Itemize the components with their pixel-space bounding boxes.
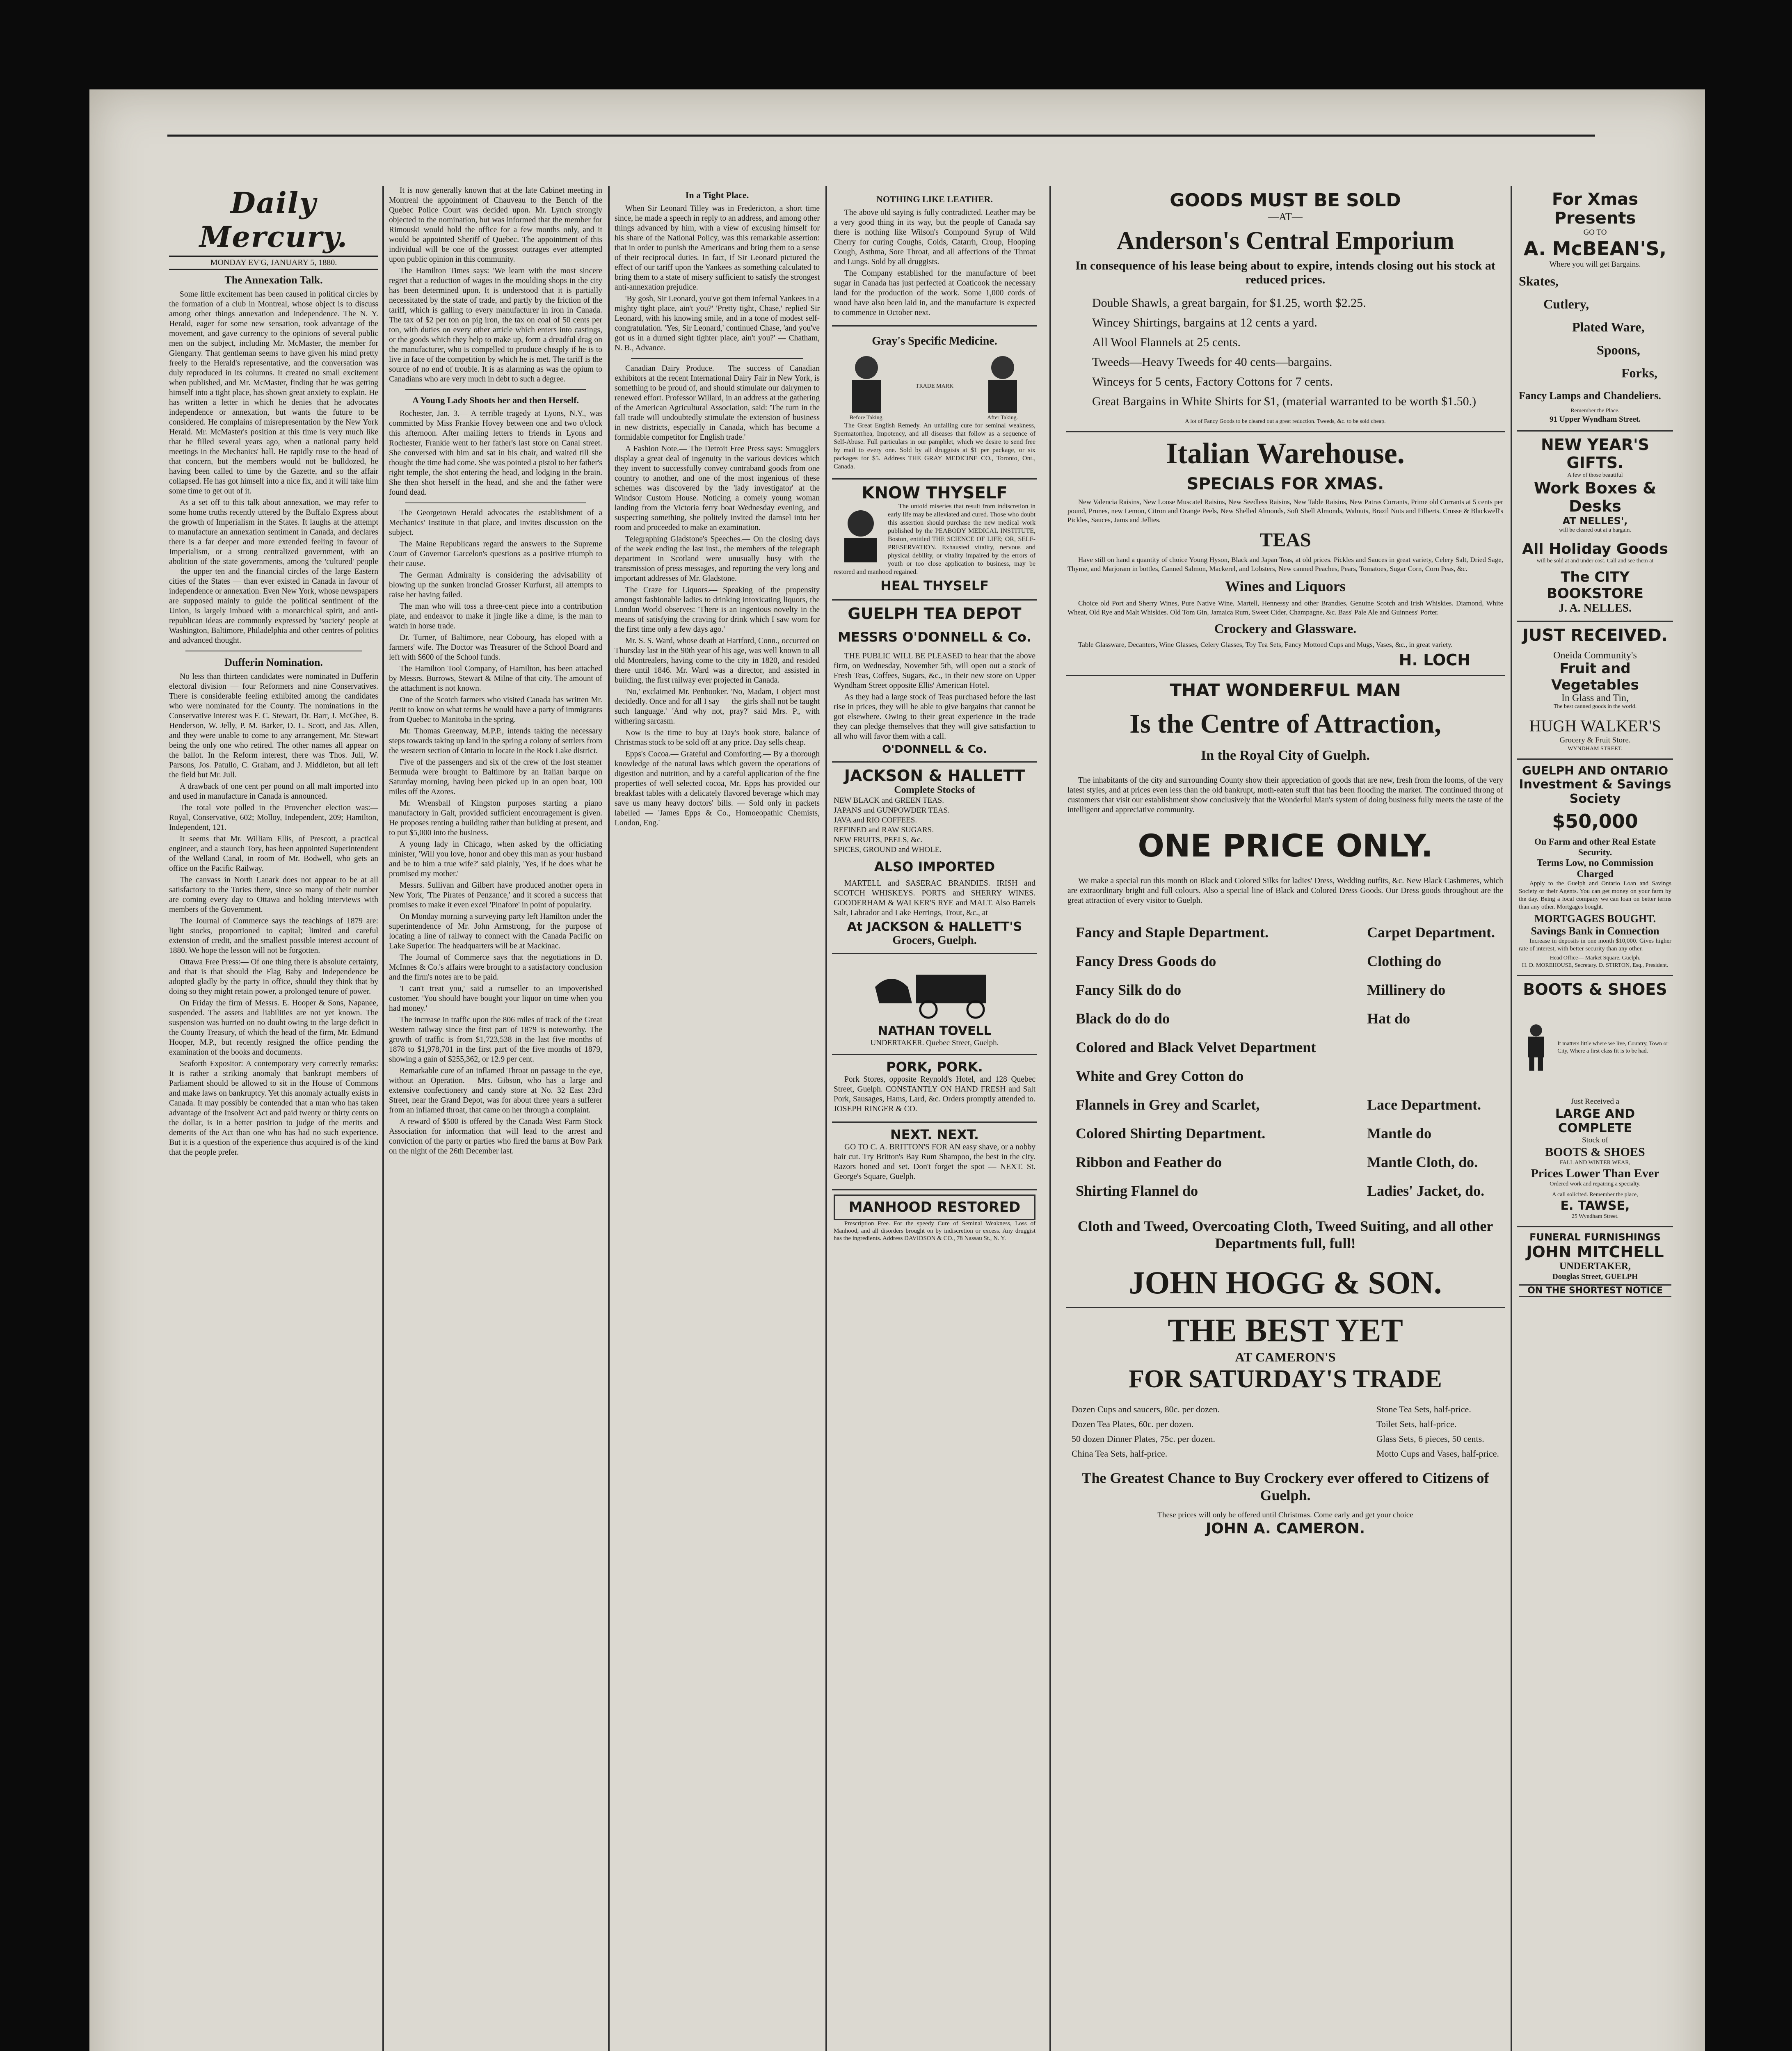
article-paragraph: Rochester, Jan. 3.— A terrible tragedy at Lyons, N.Y., was committed by Miss Frankie Hovey between one and two o'clock this afternoon. After mailing letters to friends in Lyons and Rochester, Frankie went to her father's last store on Canal street. She conversed with him and sat in his chair, and waited till she thought the time had come. She was pointed a pistol to her father's right temple, the shot entering the head, and lodging in the brain. She then shot herself in the head, and she and the father were found dead. — [389, 409, 602, 497]
article-paragraph: A drawback of one cent per pound on all malt imported into and used in manufacture in Canada is announced. — [169, 782, 378, 801]
article-paragraph: The Journal of Commerce says that the negotiations in D. McInnes & Co.'s affairs were brought to a satisfactory conclusion and the firm's notes are to be paid. — [389, 953, 602, 982]
ad-subtitle: Complete Stocks of — [894, 785, 975, 795]
ad-foot: A lot of Fancy Goods to be cleared out a great reduction. Tweeds, &c. to be sold cheap. — [1185, 418, 1386, 425]
article-paragraph: A reward of $500 is offered by the Canada West Farm Stock Association for information that will lead to the arrest and conviction of the party or parties who fired the barns at Bow Park on the night of the 26th December last. — [389, 1117, 602, 1156]
column-2 — [389, 186, 602, 2051]
masthead-title: Daily Mercury. — [199, 186, 348, 254]
ad-address: WYNDHAM STREET. — [1568, 746, 1623, 752]
price-left — [1072, 1402, 1220, 1461]
product-item: NEW BLACK and GREEN TEAS. — [834, 796, 944, 805]
ad-at: At JACKSON & HALLETT'S — [847, 920, 1022, 934]
ad-body: The Great English Remedy. An unfailing cure for seminal weakness, Spermatorrhea, Impotency, and all diseases that follow as a sequence of Self-Abuse. Full particulars in our pamphlet, which we desire to send free by mail to every one. Sold by all druggists at $1 per package, or six packages for $5. Address THE GRAY MEDICINE CO., Toronto, Ont., Canada. — [834, 422, 1035, 470]
ad-text: The best canned goods in the world. — [1553, 703, 1637, 710]
department-foot: Cloth and Tweed, Overcoating Cloth, Tweed Suiting, and all other Departments full, full! — [1077, 1218, 1493, 1252]
ad-text: Ordered work and repairing a specialty. — [1550, 1181, 1641, 1187]
ad-title: MANHOOD RESTORED — [834, 1195, 1035, 1220]
product-item: REFINED and RAW SUGARS. — [834, 826, 934, 834]
article-paragraph: On Monday morning a surveying party left Hamilton under the superintendence of Mr. John Armstrong, for the purpose of locating a line of railway to connect with the Canada Pacific on Lake Superior. The headquarters will be at Mackinac. — [389, 912, 602, 950]
article-headline: Dufferin Nomination. — [224, 656, 323, 668]
ad-subtitle: In the Royal City of Guelph. — [1201, 748, 1370, 763]
store-name: A. McBEAN'S, — [1523, 238, 1667, 260]
wines-title: Wines and Liquors — [1225, 578, 1346, 594]
list-item: Plated Ware, — [1572, 320, 1645, 334]
ad-body: As they had a large stock of Teas purchased before the last rise in prices, they will be able to give bargains that cannot be got elsewhere. Owing to their great experience in the trade they can pledge themselves that they will give satisfaction to all who will favor them with a call. — [834, 693, 1035, 741]
ad-headline: The Greatest Chance to Buy Crockery ever offered to Citizens of Guelph. — [1081, 1470, 1489, 1503]
ad-headline: Work Boxes & Desks — [1534, 479, 1657, 515]
ad-guelph-tea-depot — [832, 601, 1037, 763]
ad-savings-society — [1517, 760, 1673, 976]
department-item: Millinery do — [1367, 982, 1446, 998]
article-paragraph: Ottawa Free Press:— Of one thing there is absolute certainty, and that is that should the Flag Baby and Independence be adopted gladly by the party in office, should they think that by doing so they might retain power, a prolonged tenure of power. — [169, 958, 378, 996]
ad-title: For Xmas Presents — [1552, 190, 1639, 228]
price-item: 50 dozen Dinner Plates, 75c. per dozen. — [1072, 1434, 1216, 1444]
ad-office: Head Office— Market Square, Guelph. — [1550, 955, 1641, 961]
divider — [405, 502, 586, 503]
article-paragraph: Messrs. Sullivan and Gilbert have produced another opera in New York, 'The Pirates of Penzance,' and it scored a success that promises to make it even excel 'Pinafore' in point of popularity. — [389, 881, 602, 909]
article-paragraph: Seaforth Expositor: A contemporary very correctly remarks: It is rather a striking anomaly that bankrupt members of Parliament should be allowed to sit in the House of Commons and make laws on bankruptcy. Yet this anomaly actually exists in Canada. It may possibly be contended that a man who has taken advantage of the Insolvent Act and paid twenty or thirty cents on the dollar, is in a better position to judge of the merits and demerits of the Act than one who has had no such experience. But it is a question of the experience thus acquired is of the kind that the people prefer. — [169, 1060, 378, 1157]
department-item: Carpet Department. — [1367, 924, 1495, 941]
article-paragraph: When Sir Leonard Tilley was in Fredericton, a short time since, he made a speech in reply to an address, and among other things advanced by him, with a view of excusing himself for his share of the National Policy, was this remarkable assertion: that in order to punish the Americans and bring them to a sense of their reciprocal duties. In fact, if Sir Leonard pictured the effect of our tariff upon the Yankees as something calculated to bring them to a state of misery sufficient to satisfy the strongest anti-annexation prejudice. — [615, 204, 820, 292]
article-paragraph: Mr. Thomas Greenway, M.P.P., intends taking the necessary steps towards taking up land in the spring a colony of settlers from the western section of Ontario to locate in the Rock Lake district. — [389, 727, 602, 755]
column-4 — [832, 186, 1037, 2051]
bargain-item: All Wool Flannels at 25 cents. — [1092, 336, 1241, 349]
divider — [405, 389, 586, 390]
ad-text: Terms Low, no Commission Charged — [1536, 858, 1654, 879]
department-item: Clothing do — [1367, 953, 1442, 969]
price-item: Motto Cups and Vases, half-price. — [1376, 1448, 1499, 1459]
article-paragraph: 'I can't treat you,' said a rumseller to an impoverished customer. 'You should have bought your liquor on time when you had money.' — [389, 984, 602, 1013]
ad-wonderful-man — [1066, 676, 1505, 1308]
teas-title: TEAS — [1259, 529, 1311, 551]
ad-title: GUELPH TEA DEPOT — [848, 605, 1022, 623]
ad-mitchell — [1517, 1227, 1673, 1303]
ad-grays-medicine — [832, 327, 1037, 480]
department-item: Fancy Silk do do — [1076, 982, 1182, 998]
ad-foot: These prices will only be offered until Christmas. Come early and get your choice — [1157, 1511, 1413, 1519]
ad-body: Table Glassware, Decanters, Wine Glasses, Celery Glasses, Toy Tea Sets, Fancy Mottoed Cups and Mugs, Vases, &c., in great variety. — [1078, 641, 1453, 649]
department-table — [1076, 918, 1495, 1205]
ad-nothing-like-leather — [832, 186, 1037, 327]
list-item: Forks, — [1621, 365, 1657, 380]
column-3 — [615, 186, 820, 2051]
ad-body: We make a special run this month on Black and Colored Silks for ladies' Dress, Wedding outfits, &c. New Black Cashmeres, which are extraordinary bright and full colours. Also a special line of Black and Colored Dress Goods. Our Dress goods throughout are the great attraction of every visitor to Guelph. — [1067, 877, 1503, 905]
undertaker-name: NATHAN TOVELL — [878, 1024, 992, 1038]
price-item: Toilet Sets, half-price. — [1376, 1419, 1457, 1429]
article-paragraph: Five of the passengers and six of the crew of the lost steamer Bermuda were brought to Baltimore by an Italian barque on Saturday morning, having been picked up in an open boat, 100 miles off the Azores. — [389, 758, 602, 796]
store-name: The CITY BOOKSTORE — [1546, 569, 1644, 602]
ad-body: The untold miseries that result from indiscretion in early life may be alleviated and cured. Those who doubt this assertion should purchase the new medical work published by the PEABODY MEDICAL INSTITUTE, Boston, entitled THE SCIENCE OF LIFE; OR, SELF-PRESERVATION. Exhausted vitality, nervous and physical debility, or vitality impaired by the errors of youth or too close application to business, may be restored and manhood regained. — [834, 503, 1035, 576]
column-rule — [1049, 186, 1051, 2051]
bargain-item: Great Bargains in White Shirts for $1, (material warranted to be worth $1.50.) — [1092, 395, 1477, 408]
ad-title: FUNERAL FURNISHINGS — [1529, 1231, 1661, 1243]
after-label: After Taking. — [987, 415, 1018, 421]
department-item: Black do do do — [1076, 1010, 1170, 1027]
trade-mark-label: TRADE MARK — [915, 383, 954, 389]
ad-italian-warehouse — [1066, 432, 1505, 676]
ad-title: NEW YEAR'S GIFTS. — [1541, 436, 1650, 472]
ad-title: THAT WONDERFUL MAN — [1170, 680, 1401, 700]
department-item: Shirting Flannel do — [1076, 1183, 1198, 1199]
department-item: Mantle Cloth, do. — [1367, 1154, 1478, 1170]
divider — [631, 358, 803, 359]
ad-sub: Grocery & Fruit Store. — [1559, 736, 1631, 745]
also-imported: ALSO IMPORTED — [874, 859, 995, 875]
department-item: Colored and Black Velvet Department — [1076, 1039, 1316, 1055]
ad-body: New Valencia Raisins, New Loose Muscatel Raisins, New Seedless Raisins, New Table Raisins, New Patras Currants, Prime old Currants at 5 cents per pound, Prunes, new Lemon, Citron and Orange Peels, New Shelled Almonds, Soft Shell Almonds, Walnuts, Brazil Nuts and Filberts. Crosse & Blackwell's Pickles, Sauces, Jams and Jellies. — [1067, 498, 1503, 524]
article-paragraph: The Journal of Commerce says the teachings of 1879 are: light stocks, proportioned to capital; limited and careful extension of credit, and the smallest possible interest account of 1880. We hope the lesson will not be forgotten. — [169, 917, 378, 955]
undertaker-sub: UNDERTAKER. Quebec Street, Guelph. — [870, 1039, 999, 1047]
article-paragraph: The total vote polled in the Provencher election was:— Royal, Conservative, 602; Molloy, Independent, 209; Hamilton, Independent, 121. — [169, 804, 378, 832]
ad-body: THE PUBLIC WILL BE PLEASED to hear that the above firm, on Wednesday, November 5th, will open out a stock of Fresh Teas, Coffees, Sugars, &c., in their new store on Upper Wyndham Street opposite Ellis' American Hotel. — [834, 652, 1035, 690]
ad-body: Apply to the Guelph and Ontario Loan and Savings Society or their Agents. You can get money on your farm by the day. Being a local company we can loan on better terms than any other. Mortgages bought. — [1519, 880, 1671, 910]
article-headline: A Young Lady Shoots her and then Herself. — [412, 395, 579, 405]
ad-title: Gray's Specific Medicine. — [872, 335, 997, 347]
article-paragraph: Mr. S. S. Ward, whose death at Hartford, Conn., occurred on Thursday last in the 90th year of his age, was well known to all old Montrealers, having come to the city in 1820, and resided there until 1846. Mr. Ward was a director, and assisted in building, the first railway ever projected in Canada. — [615, 637, 820, 685]
article-paragraph: One of the Scotch farmers who visited Canada has written Mr. Pettit to know on what terms he would have a party of immigrants from Quebec to Manitoba in the spring. — [389, 696, 602, 724]
article-paragraph: The Craze for Liquors.— Speaking of the propensity amongst fashionable ladies to drinking intoxicating liquors, the London World observes: 'There is an ingenious novelty in the means of satisfying the craving for drink which I saw worn for the first time only a few days ago.' — [615, 586, 820, 634]
ad-body: Increase in deposits in one month $10,000. Gives higher rate of interest, with better security than any other. — [1519, 938, 1671, 952]
ad-title: NOTHING LIKE LEATHER. — [876, 194, 993, 204]
article-paragraph: Dr. Turner, of Baltimore, near Cobourg, has eloped with a farmers' wife. The Doctor was Treasurer of the School Board and left with $600 of the School funds. — [389, 633, 602, 662]
ad-headline: Prices Lower Than Ever — [1531, 1167, 1659, 1180]
ad-grocers: Grocers, Guelph. — [892, 934, 977, 947]
ad-next — [832, 1123, 1037, 1190]
article-paragraph: Canadian Dairy Produce.— The success of Canadian exhibitors at the recent International Dairy Fair in New York, is something to be proud of, and should stimulate our dairymen to renewed effort. Professor Willard, in an address at the gathering of the American Agricultural Association, said: 'The turn in the fall trade will undoubtedly stimulate the extension of business in new districts, especially in Canada, which has become a formidable competitor for English trade.' — [615, 364, 820, 442]
column-rule — [382, 186, 384, 2051]
ad-subtitle: Investment & Savings Society — [1519, 777, 1671, 806]
bargain-list — [1092, 293, 1479, 411]
price-item: Stone Tea Sets, half-price. — [1376, 1404, 1471, 1414]
undertaker-role: UNDERTAKER, — [1559, 1261, 1631, 1272]
ad-cameron — [1066, 1308, 1505, 1543]
ad-quote: It matters little where we live, Country, Town or City, Where a first class fit is to be had. — [1557, 1041, 1669, 1054]
ad-subtitle: In consequence of his lease being about to expire, intends closing out his stock at reduced prices. — [1075, 259, 1495, 286]
price-right — [1376, 1402, 1499, 1461]
ad-address: 25 Wyndham Street. — [1571, 1213, 1619, 1220]
ad-title: THE BEST YET — [1168, 1313, 1403, 1349]
price-item: Dozen Tea Plates, 60c. per dozen. — [1072, 1419, 1194, 1429]
dateline: MONDAY EV'G, JANUARY 5, 1880. — [169, 256, 378, 270]
department-item: Fancy and Staple Department. — [1076, 924, 1269, 941]
ad-text: Savings Bank in Connection — [1531, 925, 1659, 937]
ad-body: The inhabitants of the city and surrounding County show their appreciation of goods that are new, fresh from the looms, of the very latest styles, and at prices even less than the old bankrupt, moth-eaten stuff that has been flooding the market. The continued throng of customers that visit our establishment show conclusively that the Wonderful Man's system of doing business fully meets the taste of the intelligent and appreciative community. — [1067, 776, 1503, 814]
crockery-title: Crockery and Glassware. — [1214, 621, 1357, 636]
article-paragraph: Telegraphing Gladstone's Speeches.— On the closing days of the week ending the last inst., the members of the telegraph department in Scotland were unusually busy with the transmission of press messages, and reporting the very long and important addresses of Mr. Gladstone. — [615, 535, 820, 583]
ad-title: Italian Warehouse. — [1166, 437, 1405, 470]
product-list — [834, 796, 1035, 855]
ad-nelles — [1517, 432, 1673, 622]
department-item: Mantle do — [1367, 1125, 1432, 1142]
ad-text: will be sold at and under cost. Call and see them at — [1536, 558, 1654, 564]
article-paragraph: A Fashion Note.— The Detroit Free Press says: Smugglers display a great deal of ingenuity in the various devices which they invent to successfully convey contraband goods from one country to another, and one of the most ingenious of these schemes was discovered by the 'lady investigator' at the Windsor Custom House. Noticing a comely young woman landing from the Victoria ferry boat Wednesday evening, and suspecting something, she politely invited the damsel into her room and proceeded to make an examination. — [615, 445, 820, 532]
ad-know-thyself — [832, 480, 1037, 601]
man-before-icon — [844, 351, 889, 413]
ad-pork — [832, 1055, 1037, 1123]
ad-manhood — [832, 1190, 1037, 1249]
ad-at: —AT— — [1268, 211, 1303, 223]
column-1 — [169, 186, 378, 2051]
ad-body: Have still on hand a quantity of choice Young Hyson, Black and Japan Teas, at old prices. Pickles and Sauces in great variety, Celery Salt, Dried Sage, Thyme, and Marjoram in bottles, Canned Salmon, Mackerel, and Lobsters, New canned Peaches, Pears, Tomatoes, Sugar Corn, Corn Peas, &c. — [1067, 556, 1503, 573]
article-paragraph: No less than thirteen candidates were nominated in Dufferin electoral division — four Reformers and nine Conservatives. There is considerable feeling exhibited among the candidates who were nominated for the County. The nominations in the Conservative interest was F. C. Stewart, Dr. Barr, J. McGhee, B. Henderson, W. Jelly, P. M. Barker, D. L. Scott, and Jas. Allen, and they were unable to come to any arrangement, Mr. Stewart being the only one who retired. The other names all appear on the ballot. In the Reform interest, there was Thos. Jull, W. Parsons, Jos. Patullo, C. Graham, and J. Middleton, but all left the field but Mr. Jull. — [169, 672, 378, 779]
undertaker-name: JOHN MITCHELL — [1526, 1243, 1664, 1261]
ad-at: AT NELLES', — [1562, 515, 1628, 527]
boot-figure-icon — [1519, 1003, 1553, 1093]
article-paragraph: The Hamilton Times says: 'We learn with the most sincere regret that a reduction of wages in the moulding shops in the city has been determined upon. It is understood that it is partially necessitated by the state of trade, and partly by the friction of the tariff, which is galling to every manufacturer in iron in Canada. The tax of $2 per ton on pig iron, the tax on coal of 50 cents per ton, with duties on every other article which enters into castings, or the goods which they help to make up, form a dreadful drag on the manufacturer, who is compelled to produce cheaply if he is to live in face of the competition by which he is met. The tariff is the source of no end of trouble. It is as alarming as was the opium to Canadians who are very much in debt to such a degree. — [389, 267, 602, 384]
article-paragraph: The increase in traffic upon the 806 miles of track of the Great Western railway since the first part of 1879 is noteworthy. The growth of traffic is from $1,723,538 in the last five months of 1878 to $1,978,701 in the first part of the five months of 1879, showing a gain of $255,362, or 12.9 per cent. — [389, 1016, 602, 1064]
article-paragraph: It is now generally known that at the late Cabinet meeting in Montreal the appointment of Chauveau to the Bench of the Quebec Police Court was decided upon. Mr. Lynch strongly objected to the nomination, but was informed that the member for Rimouski would hold the office for a few months only, and it would be appointed Sheriff of Quebec. The appointment of this individual will be one of the grossest outrages ever attempted upon public opinion in this community. — [389, 186, 602, 264]
loan-amount: $50,000 — [1552, 810, 1638, 832]
article-paragraph: A young lady in Chicago, when asked by the officiating minister, 'Will you love, honor and obey this man as your husband and be to him a true wife?' said plainly, 'Yes, if he does what he promised my mother.' — [389, 840, 602, 878]
article-paragraph: The canvass in North Lanark does not appear to be at all satisfactory to the Tories there, since so many of their number are coming every day to Ottawa and holding interviews with members of the Government. — [169, 876, 378, 914]
ad-tovell — [832, 954, 1037, 1055]
ad-text: will be cleared out at a bargain. — [1559, 527, 1631, 533]
ad-title: BOOTS & SHOES — [1523, 980, 1667, 998]
ad-signature: E. TAWSE, — [1560, 1199, 1630, 1213]
column-rule — [608, 186, 610, 2051]
list-item: Spoons, — [1597, 343, 1640, 357]
article-paragraph: It seems that Mr. William Ellis, of Prescott, a practical engineer, and a staunch Tory, has been appointed Superintendent of the Welland Canal, in room of Mr. Bodwell, who gets an office on the Pacific Railway. — [169, 835, 378, 873]
ad-title: JACKSON & HALLETT — [844, 767, 1025, 785]
ad-text: On Farm and other Real Estate Security. — [1534, 836, 1656, 857]
article-paragraph: The Georgetown Herald advocates the establishment of a Mechanics' Institute in that place, and invites discussion on the subject. — [389, 509, 602, 537]
bargain-item: Double Shawls, a great bargain, for $1.25, worth $2.25. — [1092, 296, 1366, 310]
price-item: Glass Sets, 6 pieces, 50 cents. — [1376, 1434, 1484, 1444]
ad-body: The Company established for the manufacture of beet sugar in Canada has just perfected at Coaticook the necessary land for the production of the work. Some 1,000 cords of wood have also been laid in, and the manufacture is expected to commence in October next. — [834, 269, 1035, 317]
ad-text: A call solicited. Remember the place, — [1552, 1192, 1638, 1198]
ad-subtitle: FOR SATURDAY'S TRADE — [1129, 1365, 1442, 1393]
article-paragraph: On Friday the firm of Messrs. E. Hooper & Sons, Napanee, suspended. The assets and liabilities are not yet known. The suspension was hurried on no doubt owing to the large deficit in the County Treasury, of which the head of the firm, Mr. Edmund Hooper, M.P., but recently resigned the office pending the examination of the books and documents. — [169, 999, 378, 1057]
article-headline: In a Tight Place. — [685, 190, 749, 200]
department-item — [1367, 1033, 1495, 1062]
ad-notice: ON THE SHORTEST NOTICE — [1519, 1284, 1671, 1297]
ad-title: KNOW THYSELF — [862, 484, 1008, 502]
ad-body: Prescription Free. For the speedy Cure of Seminal Weakness, Loss of Manhood, and all disorders brought on by indiscretion or excess. Any druggist has the ingredients. Address DAVIDSON & CO., 78 Nassau St., N. Y. — [834, 1220, 1035, 1242]
ad-tawse-boots — [1517, 976, 1673, 1227]
column-rule — [825, 186, 827, 2051]
bargain-item: Tweeds—Heavy Tweeds for 40 cents—bargains. — [1092, 355, 1333, 369]
article-headline: The Annexation Talk. — [224, 274, 323, 286]
ad-headline: Is the Centre of Attraction, — [1129, 709, 1441, 739]
ad-body: Choice old Port and Sherry Wines, Pure Native Wine, Martell, Hennessy and other Brandies, Genuine Scotch and Irish Whiskies. Diamond, White Wheat, Old Rye and Malt Whiskies. Old Tom Gin, Jamaica Rum, Sweet Cider, Champagne, &c. Bass' Pale Ale and Guinness' Porter. — [1067, 599, 1503, 616]
department-item — [1367, 1062, 1495, 1090]
ad-title: PORK, PORK. — [886, 1059, 983, 1075]
ad-hugh-walker — [1517, 622, 1673, 760]
article-paragraph: The man who will toss a three-cent piece into a contribution plate, and endeavor to make it jingle like a dime, is the man to watch in horse trade. — [389, 602, 602, 630]
ad-headline: All Holiday Goods — [1522, 541, 1668, 557]
ad-signature: JOHN A. CAMERON. — [1205, 1520, 1365, 1537]
product-item: JAPANS and GUNPOWDER TEAS. — [834, 806, 950, 815]
price-item: Dozen Cups and saucers, 80c. per dozen. — [1072, 1404, 1220, 1414]
product-item: NEW FRUITS, PEELS, &c. — [834, 836, 923, 844]
column-6 — [1517, 186, 1673, 2051]
before-label: Before Taking. — [849, 415, 884, 421]
ad-body: MARTELL and SASERAC BRANDIES. IRISH and SCOTCH WHISKEYS. PORTS and SHERRY WINES. GOODERHAM & WALKER'S RYE and MALT. Also Barrels Salt, Labrador and Lake Herrings, Trout, &c., at — [834, 879, 1035, 917]
column-rule — [1511, 186, 1512, 2051]
article-paragraph: As a set off to this talk about annexation, we may refer to some home truths recently uttered by the Buffalo Express about the growth of Imperialism in the States. It laughs at the attempt to manufacture an annexation sentiment in Canada, and declares there is a far deeper and more extended feeling in favour of Imperialism, or a strong centralized government, with an abolition of the state governments, among the 'cultured' people — the upper ten and the financial circles of the large Eastern cities of the States — than ever existed in Canada in favour of independence or annexation. Even New York, whose newspapers are supposed mainly to guide the political sentiment of the Union, is largely imbued with a monarchical spirit, and anti-republican ideas are commonly expressed by 'society' people at Washington, Baltimore, Philadelphia and other centres of politics and advanced thought. — [169, 498, 378, 645]
department-left — [1076, 918, 1316, 1205]
article-paragraph: Some little excitement has been caused in political circles by the formation of a club in Montreal, whose object is to discuss among other things annexation and independence. The N. Y. Herald, eager for some new sensation, took advantage of the movement, and gave currency to the opinions of several public men on the subject, including Mr. McMaster, the member for Glengarry. That gentleman seems to have given his mind pretty freely to the Herald's representative, and the conversation was duly reproduced in its columns. It created no small excitement when published, and Mr. McMaster, finding that he was getting himself into a tight place, has shown great anxiety to explain. He has written a letter in which he denies that he advocates independence or annexation, but wants the future to be considered. He complains of misrepresentation by the New York Herald. Mr. McMaster's position at this time is very much like that he filled several years ago, when a national party held meetings in the Mechanics' hall. He rapidly rose to the head of that concern, but the members would not be bulldozed, he having been called to time by the Gazette, and so the affair collapsed. He has got himself into a nice fix, and it will take him some time to get out of it. — [169, 290, 378, 496]
article-paragraph: The German Admiralty is considering the advisability of blowing up the sunken ironclad Grosser Kurfurst, all attempts to raise her having failed. — [389, 571, 602, 599]
ad-headline: LARGE AND COMPLETE — [1555, 1107, 1635, 1135]
bargain-item: Winceys for 5 cents, Factory Cottons for 7 cents. — [1092, 375, 1333, 388]
ad-subtitle: SPECIALS FOR XMAS. — [1186, 475, 1384, 493]
firm-name: MESSRS O'DONNELL & Co. — [838, 629, 1031, 645]
article-paragraph: 'No,' exclaimed Mr. Penbooker. 'No, Madam, I object most decidedly. Once and for all I say — the girls shall not be taught such language.' 'And why not, pray?' said Mrs. P., with withering sarcasm. — [615, 687, 820, 726]
ad-text: Oneida Community's — [1553, 650, 1637, 661]
price-item: China Tea Sets, half-price. — [1072, 1448, 1168, 1459]
product-item: JAVA and RIO COFFEES. — [834, 816, 917, 825]
article-paragraph: The Maine Republicans regard the answers to the Supreme Court of Governor Garcelon's questions as a positive triumph to their cause. — [389, 540, 602, 568]
ad-at: AT CAMERON'S — [1235, 1350, 1336, 1364]
ad-address: 91 Upper Wyndham Street. — [1549, 415, 1641, 424]
article-paragraph: Remarkable cure of an inflamed Throat on passage to the eye, without an Operation.— Mrs. Gibson, who has a large and extensive confectionery and candy store at No. 32 East 23rd Street, near the Grand Depot, was for about three years a sufferer from an inflamed throat, that came on her through a complaint. — [389, 1067, 602, 1115]
department-item: Flannels in Grey and Scarlet, — [1076, 1096, 1260, 1113]
hearse-icon — [867, 962, 1002, 1020]
ad-address: Douglas Street, GUELPH — [1552, 1272, 1638, 1281]
article-paragraph: The Hamilton Tool Company, of Hamilton, has been attached by Messrs. Burrows, Stewart & Milne of that city. The amount of the attachment is not known. — [389, 665, 602, 693]
ad-anderson — [1066, 186, 1505, 432]
ad-remember: Remember the Place. — [1570, 408, 1620, 414]
product-item: SPICES, GROUND and WHOLE. — [834, 845, 942, 854]
newspaper-page — [89, 89, 1705, 2051]
list-item: Fancy Lamps and Chandeliers. — [1519, 390, 1661, 402]
department-item: Ribbon and Feather do — [1076, 1154, 1222, 1170]
department-right — [1367, 918, 1495, 1205]
ad-text: Just Received a — [1570, 1097, 1620, 1106]
column-5 — [1066, 186, 1505, 2051]
department-item: White and Grey Cotton do — [1076, 1068, 1244, 1084]
ad-text: MORTGAGES BOUGHT. — [1534, 913, 1656, 925]
price-table — [1072, 1402, 1499, 1461]
department-item: Lace Department. — [1367, 1096, 1481, 1113]
department-item: Ladies' Jacket, do. — [1367, 1183, 1485, 1199]
ad-signature: JOHN HOGG & SON. — [1129, 1265, 1442, 1300]
item-list — [1519, 270, 1671, 407]
department-item: Hat do — [1367, 1010, 1410, 1027]
list-item: Skates, — [1519, 274, 1559, 288]
ad-title: GUELPH AND ONTARIO — [1522, 764, 1669, 777]
article-paragraph: Now is the time to buy at Day's book store, balance of Christmas stock to be sold off at any price. Day sells cheap. — [615, 729, 820, 747]
ad-text: Stock of — [1582, 1136, 1608, 1144]
department-item: Colored Shirting Department. — [1076, 1125, 1266, 1142]
ad-signature: O'DONNELL & Co. — [882, 743, 987, 756]
ad-title: JUST RECEIVED. — [1522, 626, 1668, 645]
ad-body: GO TO C. A. BRITTON'S FOR AN easy shave, or a nobby hair cut. Try Britton's Bay Rum Shampoo, the best in the city. Razors honed and set. Don't forget the spot — NEXT. St. George's Square, Guelph. — [834, 1143, 1035, 1181]
ad-text: A few of those beautiful — [1567, 472, 1623, 478]
article-paragraph: Mr. Wrensball of Kingston purposes starting a piano manufactory in Galt, provided sufficient encouragement is given. He proposes renting a building rather than building at present, and to put $5,000 into the business. — [389, 799, 602, 837]
store-name: HUGH WALKER'S — [1529, 717, 1661, 735]
department-item: Fancy Dress Goods do — [1076, 953, 1216, 969]
ad-go: GO TO — [1583, 228, 1607, 237]
ad-signature: H. LOCH — [1399, 651, 1470, 669]
bargain-item: Wincey Shirtings, bargains at 12 cents a yard. — [1092, 316, 1317, 329]
ad-title: GOODS MUST BE SOLD — [1170, 190, 1401, 211]
ad-officers: H. D. MOREHOUSE, Secretary. D. STIRTON, Esq., President. — [1522, 962, 1669, 968]
ad-signature: J. A. NELLES. — [1558, 602, 1632, 614]
article-paragraph: Epps's Cocoa.— Grateful and Comforting.— By a thorough knowledge of the natural laws which govern the operations of digestion and nutrition, and by a careful application of the fine properties of well selected cocoa, Mr. Epps has provided our breakfast tables with a delicately flavored beverage which may save us many heavy doctors' bills. — Sold only in packets labelled — 'James Epps & Co., Homoeopathic Chemists, London, Eng.' — [615, 750, 820, 827]
ad-body: The above old saying is fully contradicted. Leather may be a very good thing in its way, but the people of Canada say there is nothing like Wilson's Compound Syrup of Wild Cherry for curing Coughs, Colds, Catarrh, Croup, Hooping Cough, Asthma, Sore Throat, and all affections of the Throat and Lungs. Sold by all druggists. — [834, 208, 1035, 266]
article-paragraph: 'By gosh, Sir Leonard, you've got them infernal Yankees in a mighty tight place, ain't you?' 'Pretty tight, Chase,' replied Sir Leonard, with his knowing smile, and in a tone of modest self-congratulation. 'Yes, Sir Leonard,' continued Chase, 'and you've got us in a durned sight tighter place, ain't you?' — Chatham, N. B., Advance. — [615, 295, 820, 352]
ad-headline: BOOTS & SHOES — [1545, 1145, 1645, 1159]
ad-body: Pork Stores, opposite Reynold's Hotel, and 128 Quebec Street, Guelph. CONSTANTLY ON HAND FRESH and Salt Pork, Sausages, Hams, Lard, &c. Orders promptly attended to. JOSEPH RINGER & CO. — [834, 1075, 1035, 1113]
newspaper-frame — [167, 135, 1671, 2051]
heal-thyself: HEAL THYSELF — [880, 578, 989, 594]
ad-sub: Where you will get Bargains. — [1549, 260, 1641, 269]
ad-jackson-hallett — [832, 763, 1037, 954]
man-after-icon — [980, 351, 1025, 413]
ad-text: FALL AND WINTER WEAR, — [1559, 1160, 1631, 1166]
one-price-heading: ONE PRICE ONLY. — [1138, 827, 1433, 864]
ad-title: NEXT. NEXT. — [890, 1127, 979, 1142]
ad-mcbean — [1517, 186, 1673, 432]
ad-text: In Glass and Tin, — [1561, 693, 1629, 703]
ad-headline: Fruit and Vegetables — [1551, 660, 1639, 693]
store-name: Anderson's Central Emporium — [1116, 227, 1454, 255]
portrait-icon — [836, 505, 885, 562]
list-item: Cutlery, — [1543, 297, 1589, 311]
